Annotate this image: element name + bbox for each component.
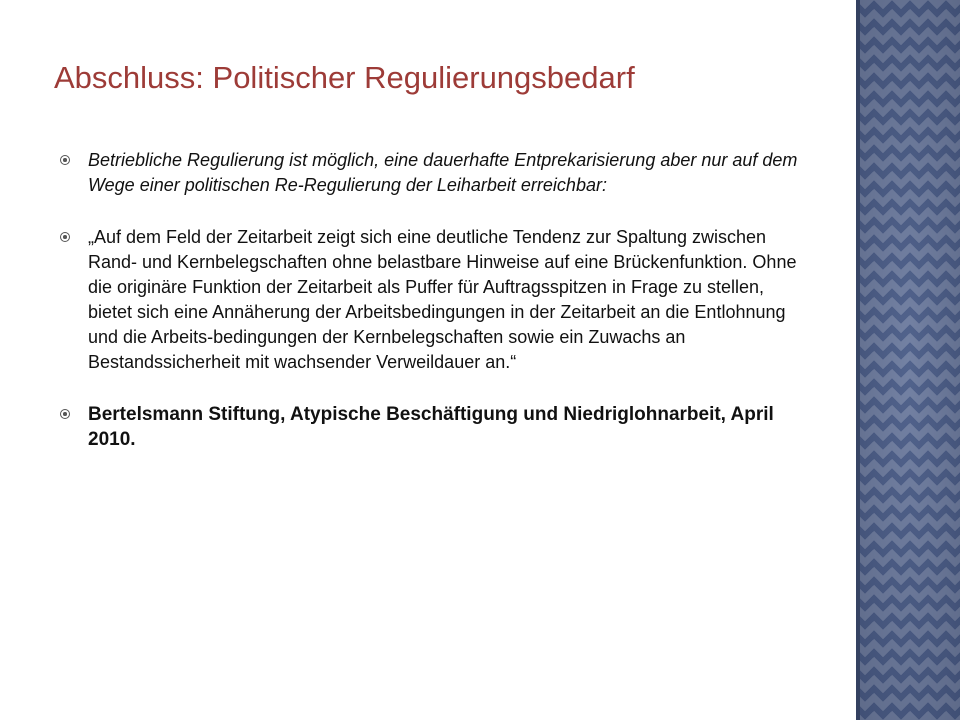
bullet-text: „Auf dem Feld der Zeitarbeit zeigt sich eine deutliche Tendenz zur Spaltung zwischen Rand- und Kernbelegschaften ohne belastbare Hinweise auf eine Brückenfunktion. Ohne die originäre Funktion der Zeitarbeit als Puffer für Auftragsspitzen in Frage zu stellen, bietet sich eine Annäherung der Arbeitsbedingungen in der Zeitarbeit an die Entlohnung und die Arbeits-bedingungen der Kernbelegschaften sowie ein Zuwachs an Bestandssicherheit mit wachsender Verweildauer an.“ — [88, 227, 797, 372]
bullet-list — [60, 148, 800, 479]
circled-dot-bullet-icon — [60, 409, 70, 419]
bullet-item — [60, 225, 800, 375]
decorative-side-panel — [856, 0, 960, 720]
bullet-text: Bertelsmann Stiftung, Atypische Beschäftigung und Niedriglohnarbeit, April 2010. — [88, 404, 774, 450]
bullet-item — [60, 402, 800, 452]
circled-dot-bullet-icon — [60, 232, 70, 242]
bullet-text: Betriebliche Regulierung ist möglich, eine dauerhafte Entprekarisierung aber nur auf dem Wege einer politischen Re-Regulierung der Leiharbeit erreichbar: — [88, 150, 798, 195]
slide-title: Abschluss: Politischer Regulierungsbedarf — [54, 60, 635, 95]
bullet-item — [60, 148, 800, 198]
circled-dot-bullet-icon — [60, 155, 70, 165]
